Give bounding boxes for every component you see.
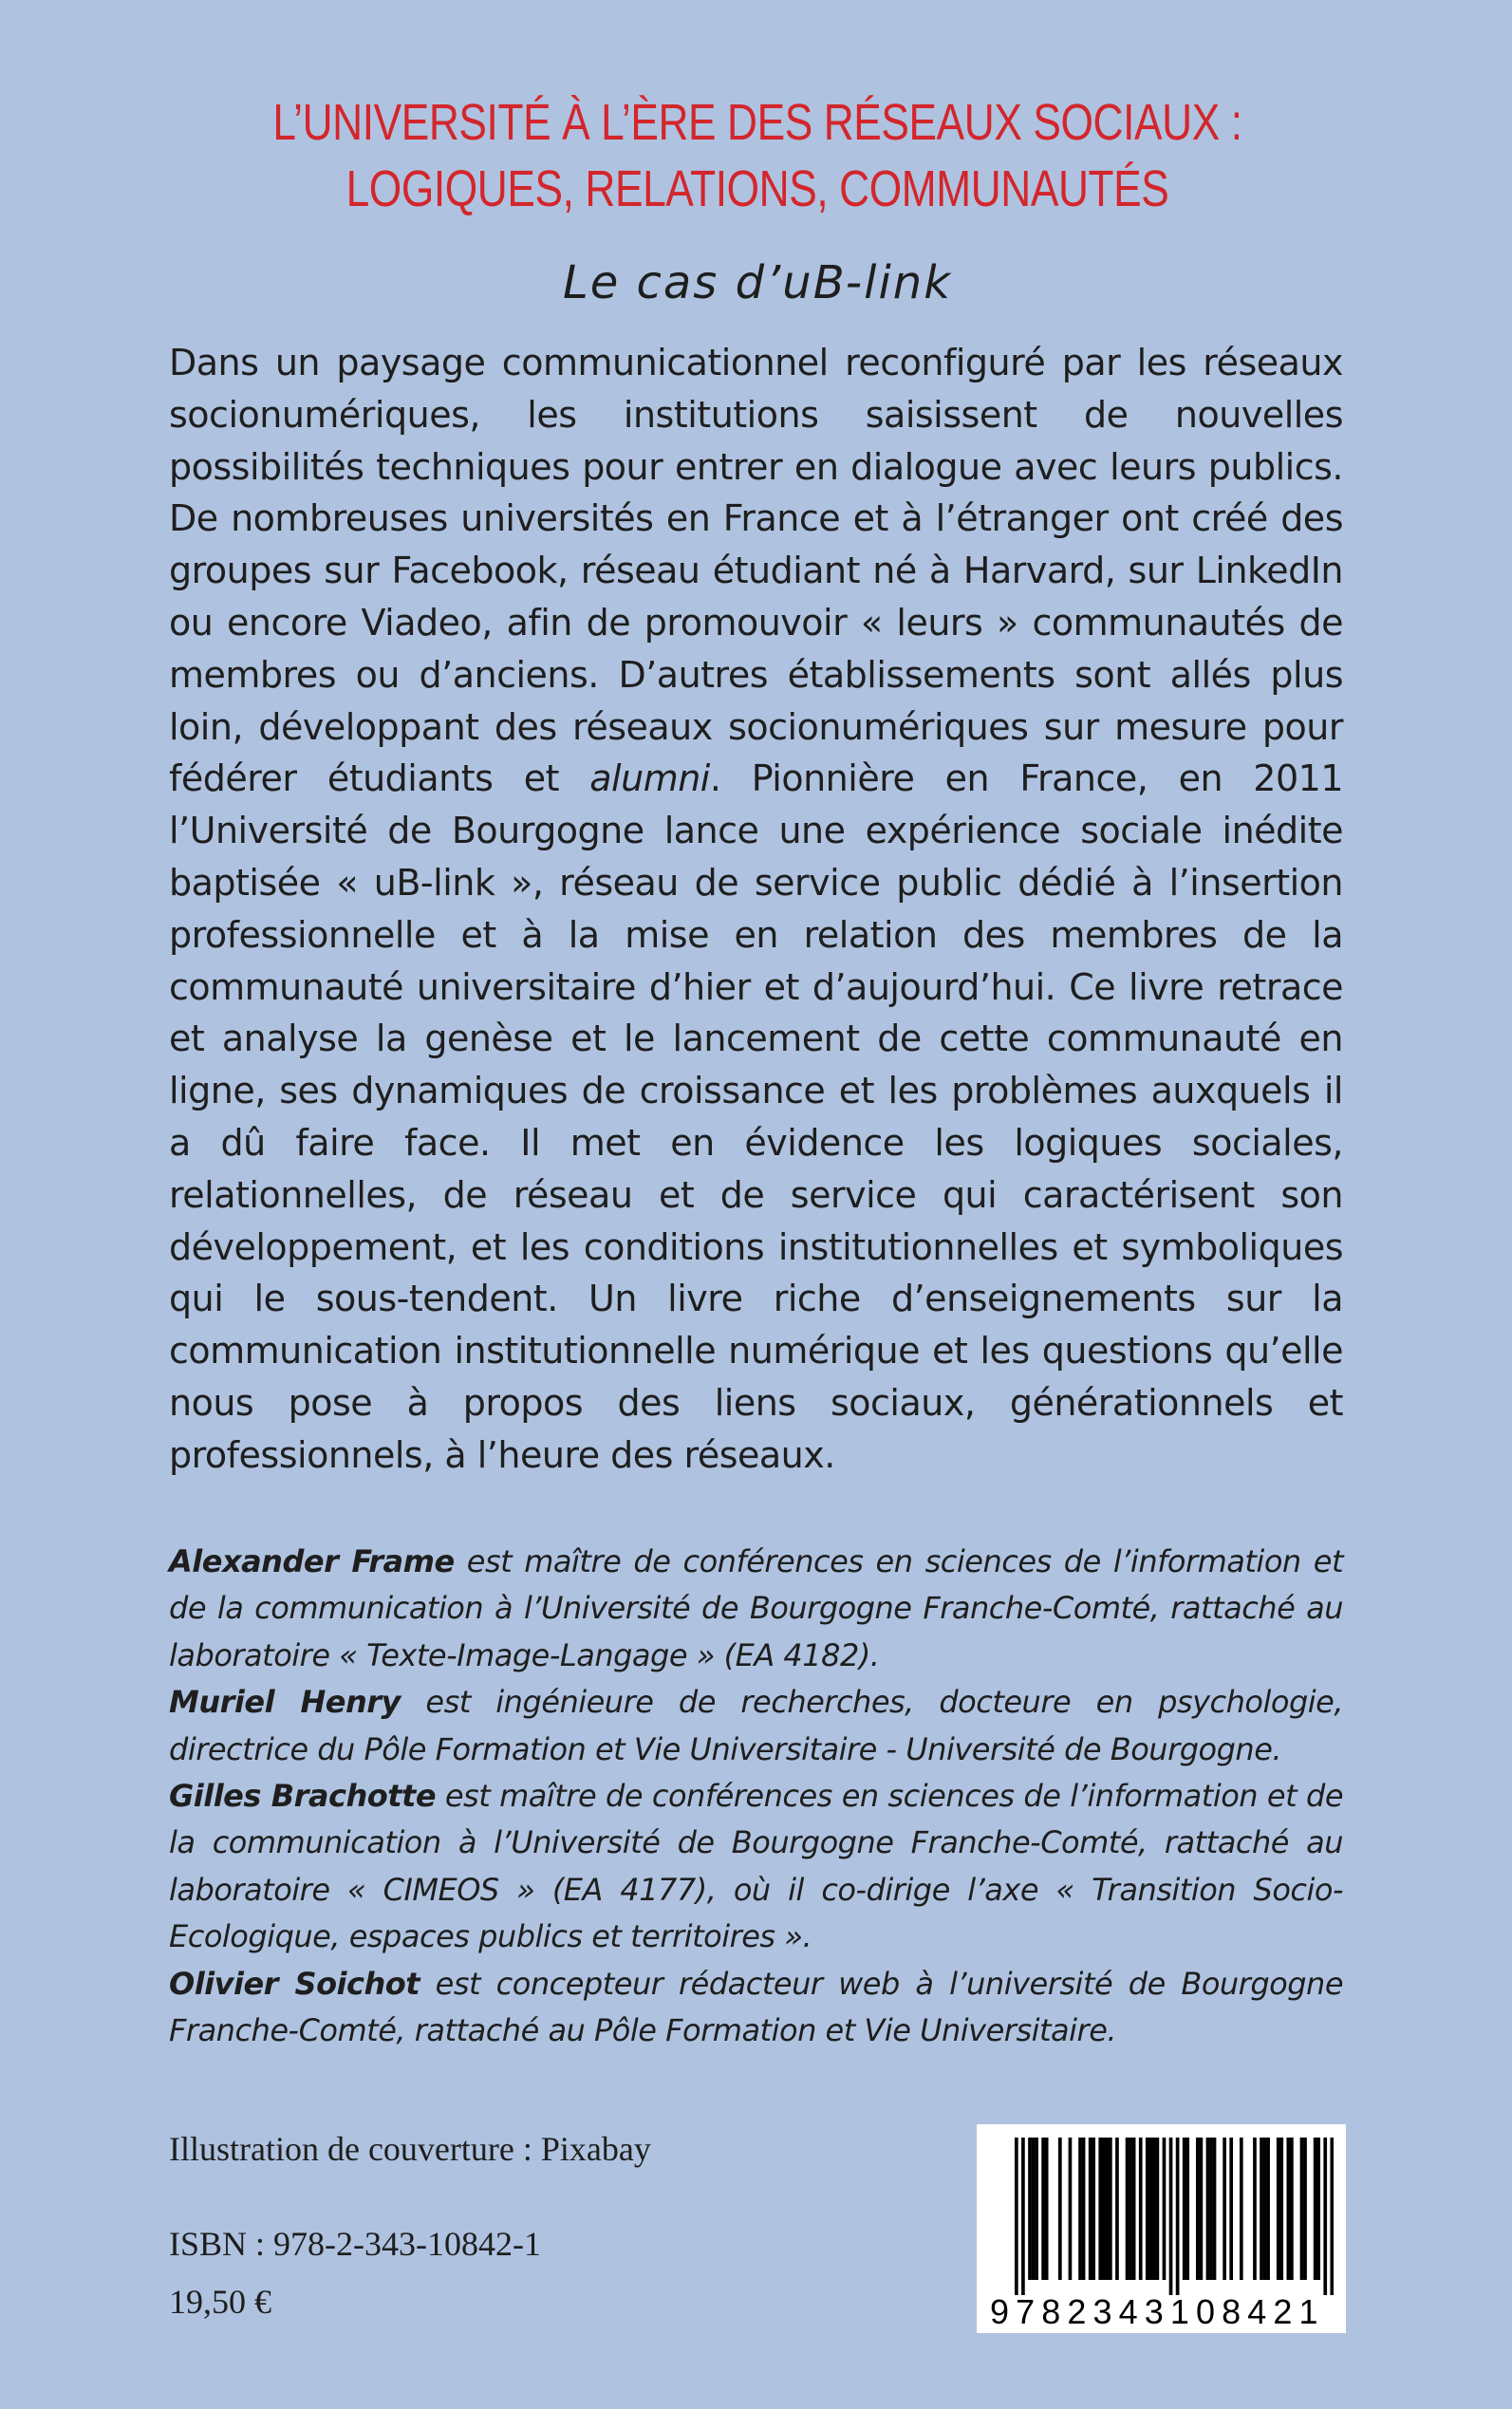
- barcode-bar: [1148, 2138, 1152, 2280]
- barcode-bar: [1209, 2138, 1213, 2280]
- author-description: est concepteur rédacteur web à l’université de Bourgogne Franche-Comté, rattaché au Pôle Formation et Vie Universitaire.: [169, 1965, 1344, 2049]
- author-description: est maître de conférences en sciences de l’information et de la communication à l’Université de Bourgogne Franche-Comté, rattaché au laboratoire « Texte-Image-Langage » (EA 4182).: [169, 1543, 1344, 1673]
- barcode-bar: [1102, 2138, 1106, 2280]
- author-bio: [169, 1539, 1343, 1679]
- barcode-bar: [1185, 2138, 1189, 2280]
- author-description: est ingénieure de recherches, docteure en psychologie, directrice du Pôle Formation et Vie Universitaire - Université de Bourgogne.: [169, 1684, 1344, 1767]
- barcode-bar: [1146, 2138, 1149, 2280]
- barcode-bar: [1069, 2138, 1073, 2280]
- summary-alumni: alumni: [589, 757, 710, 800]
- barcode-bar: [1263, 2138, 1267, 2280]
- barcode-bar: [1196, 2138, 1200, 2280]
- barcode-bar: [1028, 2138, 1032, 2280]
- title-line-2: LOGIQUES, RELATIONS, COMMUNAUTÉS: [345, 160, 1169, 217]
- summary-part-2: . Pionnière en France, en 2011 l’Université de Bourgogne lance une expérience sociale inédite baptisée « uB-link », réseau de service public dédié à l’insertion professionnelle et à la mise en relation des membres de la communauté universitaire d’hier et d’aujourd’hui. Ce livre retrace et analyse la genèse et le lancement de cette communauté en ligne, ses dynamiques de croissance et les problèmes auxquels il a dû faire face. Il met en évidence les logiques sociales, relationnelles, de réseau et de service qui caractérisent son développement, et les conditions institutionnelles et symboliques qui le sous-tendent. Un livre riche d’enseignements sur la communication institutionnelle numérique et les questions qu’elle nous pose à propos des liens sociaux, générationnels et professionnels, à l’heure des réseaux.: [169, 757, 1344, 1476]
- barcode-bar: [1152, 2138, 1156, 2280]
- book-title: [253, 89, 1262, 222]
- summary-part-1: Dans un paysage communicationnel reconfiguré par les réseaux socionumériques, les institutions saisissent de nouvelles possibilités techniques pour entrer en dialogue avec leurs publics. De nombreuses universités en France et à l’étranger ont créé des groupes sur Facebook, réseau étudiant né à Harvard, sur LinkedIn ou encore Viadeo, afin de promouvoir « leurs » communautés de membres ou d’anciens. D’autres établissements sont allés plus loin, développant des réseaux socionumériques sur mesure pour fédérer étudiants et: [169, 342, 1343, 800]
- barcode-bar: [1035, 2138, 1038, 2280]
- barcode-bar: [1156, 2138, 1160, 2280]
- barcode-bar: [1323, 2138, 1327, 2295]
- barcode-bar: [1303, 2138, 1307, 2280]
- barcode-bar: [1300, 2138, 1304, 2280]
- barcode-bar: [1266, 2138, 1270, 2280]
- barcode-bars: [1015, 2138, 1334, 2297]
- barcode-bar: [1200, 2138, 1204, 2280]
- book-subtitle: Le cas d’uB-link: [562, 256, 953, 309]
- summary-text: [169, 337, 1343, 1482]
- barcode-bar: [1240, 2138, 1243, 2280]
- barcode-bar: [1314, 2138, 1317, 2280]
- author-bio: [169, 1961, 1343, 2055]
- barcode-bar: [1330, 2138, 1334, 2295]
- barcode-bar: [1316, 2138, 1320, 2280]
- barcode-bar: [1089, 2138, 1092, 2280]
- barcode-digits: 9782343108421: [990, 2292, 1325, 2331]
- barcode-bar: [1183, 2138, 1186, 2280]
- barcode-bar: [1032, 2138, 1036, 2280]
- barcode-bar: [1163, 2138, 1167, 2280]
- barcode: [977, 2124, 1346, 2333]
- barcode-bar: [1132, 2138, 1136, 2280]
- title-line-1: L’UNIVERSITÉ À L’ÈRE DES RÉSEAUX SOCIAUX :: [272, 94, 1242, 151]
- barcode-bar: [1129, 2138, 1132, 2280]
- barcode-bar: [1105, 2138, 1109, 2280]
- barcode-bar: [1078, 2138, 1082, 2280]
- barcode-bar: [1058, 2138, 1062, 2280]
- barcode-bar: [1253, 2138, 1257, 2280]
- barcode-bar: [1115, 2138, 1119, 2280]
- barcode-bar: [1015, 2138, 1018, 2295]
- barcode-bar: [1139, 2138, 1143, 2280]
- barcode-bar: [1021, 2138, 1025, 2295]
- barcode-bar: [1092, 2138, 1095, 2280]
- barcode-bar: [1213, 2138, 1217, 2280]
- barcode-bar: [1041, 2138, 1045, 2280]
- author-name: Alexander Frame: [169, 1543, 455, 1579]
- illustration-credit: Illustration de couverture : Pixabay: [169, 2130, 651, 2168]
- author-name: Muriel Henry: [169, 1684, 401, 1721]
- barcode-bar: [1279, 2138, 1283, 2280]
- isbn: ISBN : 978-2-343-10842-1: [169, 2225, 541, 2263]
- barcode-bar: [1176, 2138, 1180, 2295]
- author-bio: [169, 1773, 1343, 1961]
- barcode-bar: [1223, 2138, 1226, 2280]
- author-bios: [169, 1539, 1343, 2054]
- barcode-bar: [1109, 2138, 1112, 2280]
- author-name: Gilles Brachotte: [169, 1778, 437, 1815]
- barcode-bar: [1260, 2138, 1263, 2280]
- author-description: est maître de conférences en sciences de l’information et de la communication à l’Université de Bourgogne Franche-Comté, rattaché au laboratoire « CIMEOS » (EA 4177), où il co-dirige l’axe « Transition Socio-Ecologique, espaces publics et territoires ».: [169, 1778, 1344, 1955]
- barcode-bar: [1286, 2138, 1290, 2280]
- barcode-bar: [1206, 2138, 1210, 2280]
- author-bio: [169, 1679, 1343, 1773]
- barcode-bar: [1082, 2138, 1086, 2280]
- barcode-bar: [1098, 2138, 1102, 2280]
- barcode-bar: [1169, 2138, 1173, 2295]
- author-name: Olivier Soichot: [169, 1965, 420, 2002]
- barcode-bar: [1126, 2138, 1129, 2280]
- barcode-bar: [1290, 2138, 1294, 2280]
- barcode-bar: [1277, 2138, 1280, 2280]
- price: 19,50 €: [169, 2283, 271, 2321]
- barcode-bar: [1045, 2138, 1049, 2280]
- barcode-bar: [1229, 2138, 1233, 2280]
